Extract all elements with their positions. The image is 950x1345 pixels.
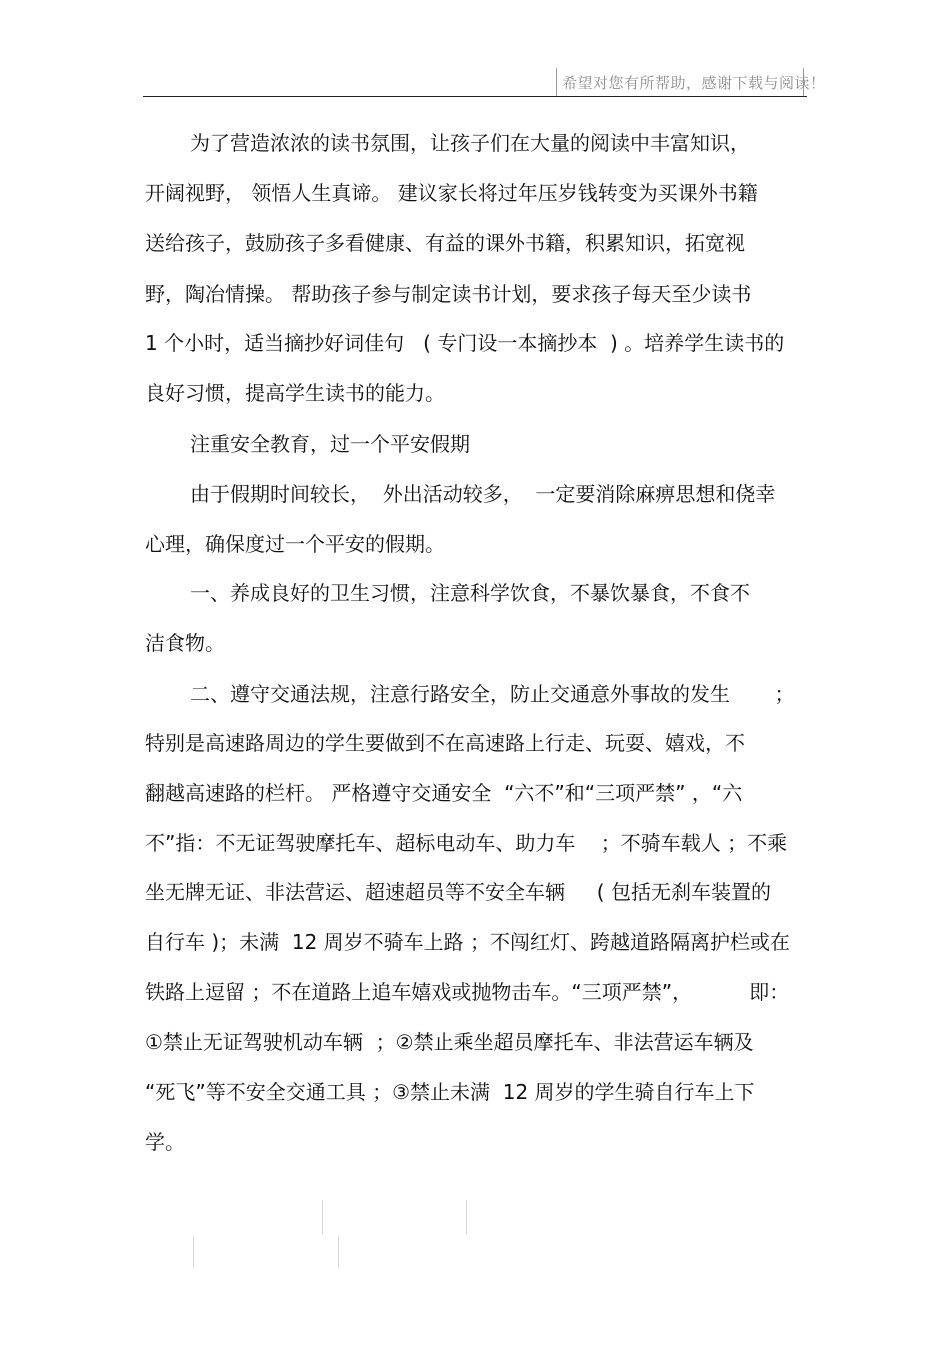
text-line: 野，陶冶情操。 帮助孩子参与制定读书计划，要求孩子每天至少读书 [145,282,752,306]
text-line: 二、遵守交通法规，注意行路安全，防止交通意外事故的发生 ； [190,682,795,706]
scan-artifact-line [466,1200,467,1234]
text-line: 开阔视野， 领悟人生真谛。 建议家长将过年压岁钱转变为买课外书籍 [145,181,758,205]
section-heading: 注重安全教育，过一个平安假期 [190,432,470,456]
text-line: 由于假期时间较长， 外出活动较多， 一定要消除麻痹思想和侥幸 [190,482,776,506]
text-line: “死飞”等不安全交通工具 ；③禁止未满 12 周岁的学生骑自行车上下 [145,1080,755,1104]
text-line: 不”指：不无证驾驶摩托车、超标电动车、助力车 ；不骑车载人 ；不乘 [145,831,788,855]
text-line: 特别是高速路周边的学生要做到不在高速路上行走、玩耍、嬉戏，不 [145,731,745,755]
text-line: ①禁止无证驾驶机动车辆 ；②禁止乘坐超员摩托车、非法营运车辆及 [145,1030,754,1054]
scan-artifact-line [322,1200,323,1234]
text-line: 自行车 )；未满 12 周岁不骑车上路 ；不闯红灯、跨越道路隔离护栏或在 [145,930,791,954]
header-note: 希望对您有所帮助，感谢下载与阅读！ [562,74,826,92]
text-line: 送给孩子，鼓励孩子多看健康、有益的课外书籍，积累知识，拓宽视 [145,231,745,255]
text-line: 坐无牌无证、非法营运、超速超员等不安全车辆 ( 包括无刹车装置的 [145,880,771,904]
text-line: 1 个小时，适当摘抄好词佳句 ( 专门设一本摘抄本 ) 。培养学生读书的 [145,331,785,355]
scan-artifact-line [338,1236,339,1268]
text-line: 一、养成良好的卫生习惯，注意科学饮食，不暴饮暴食，不食不 [190,581,750,605]
text-line: 翻越高速路的栏杆。 严格遵守交通安全 “六不”和“三项严禁” ，“六 [145,781,743,805]
header-divider [143,96,807,97]
scan-artifact-line [193,1236,194,1268]
text-line: 为了营造浓浓的读书氛围，让孩子们在大量的阅读中丰富知识， [190,131,750,155]
text-line: 学。 [145,1130,185,1154]
text-line: 心理，确保度过一个平安的假期。 [145,532,445,556]
text-line: 良好习惯，提高学生读书的能力。 [145,381,445,405]
text-line: 洁食物。 [145,631,225,655]
text-line: 铁路上逗留 ；不在道路上追车嬉戏或抛物击车。“三项严禁”， 即： [145,980,790,1004]
